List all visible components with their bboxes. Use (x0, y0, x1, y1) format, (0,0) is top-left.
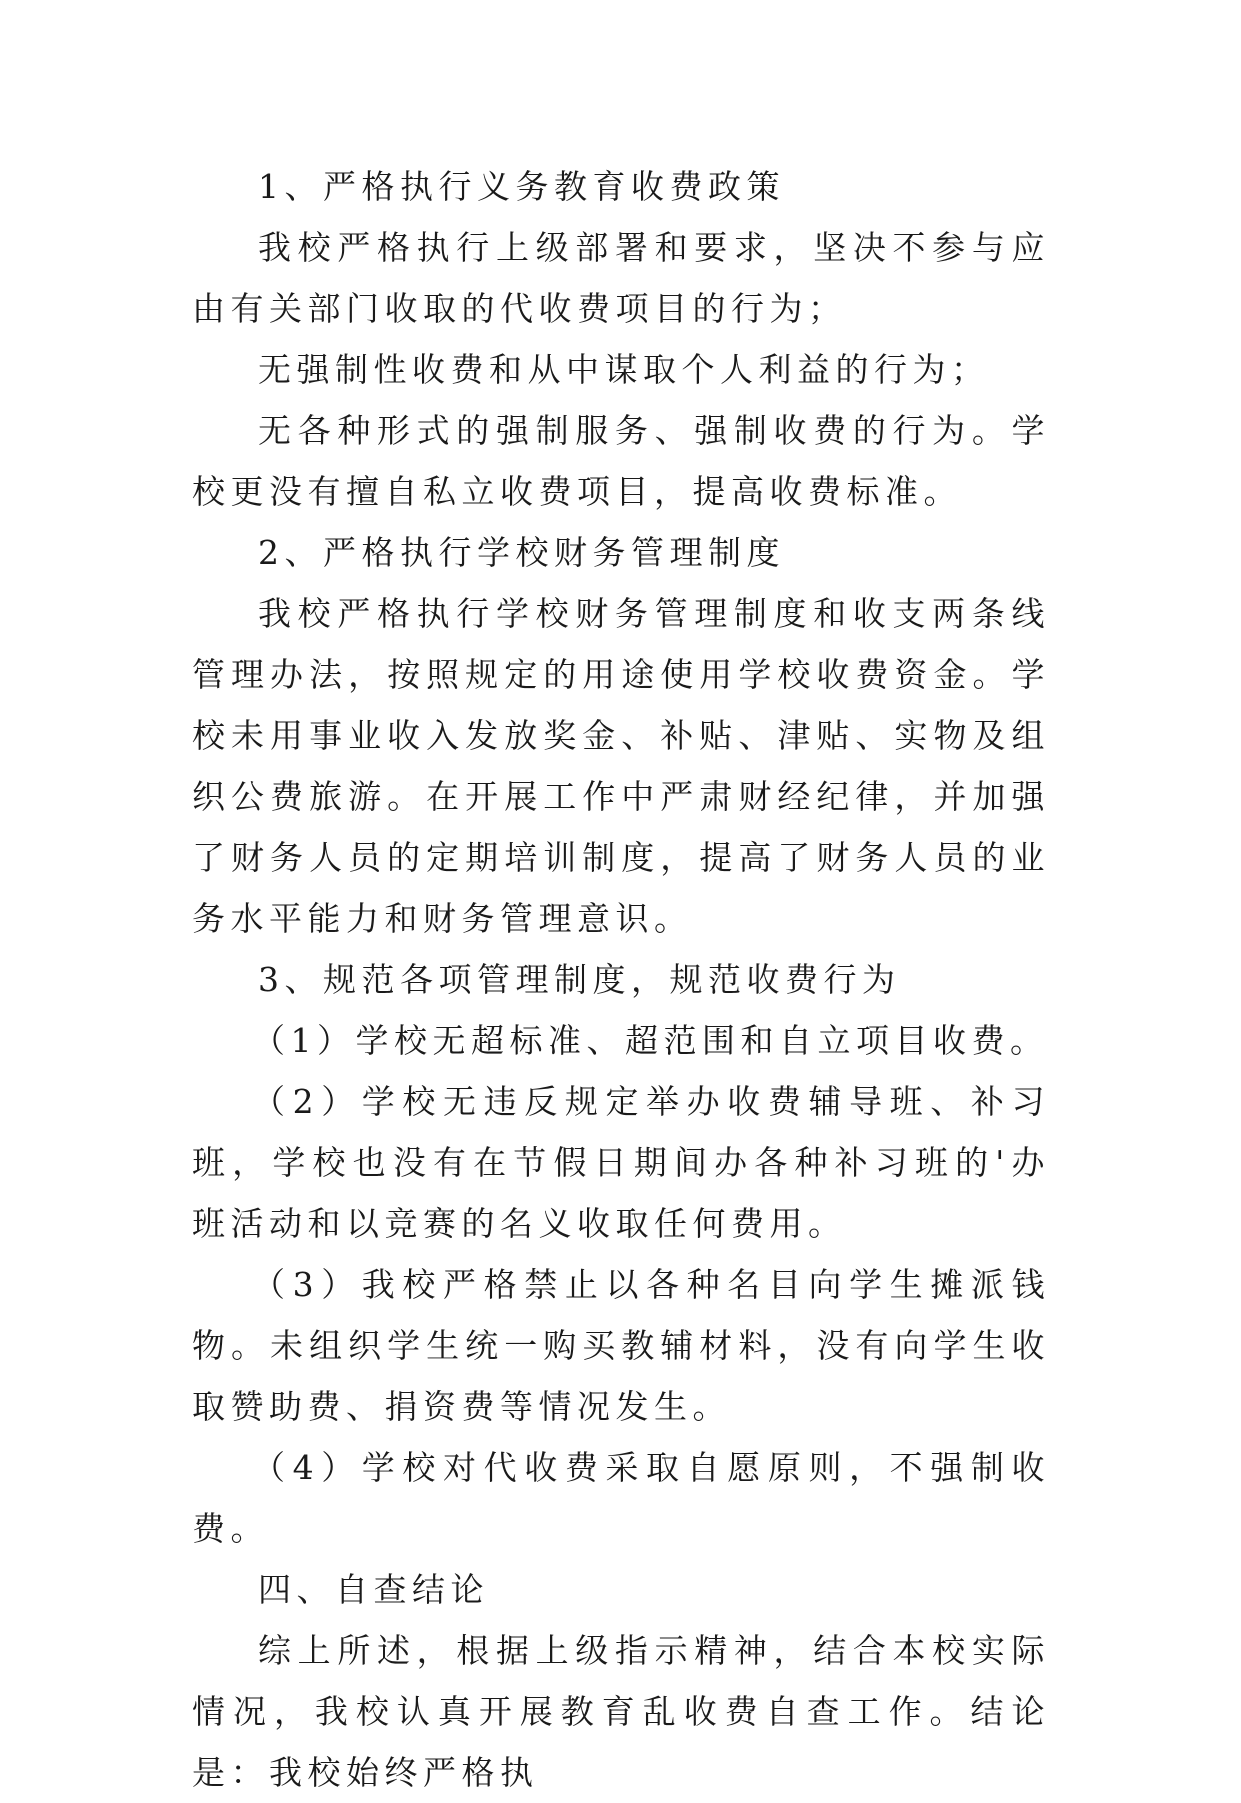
list-item: （2）学校无违反规定举办收费辅导班、补习班，学校也没有在节假日期间办各种补习班的'办班活动和以竞赛的名义收取任何费用。 (192, 1082, 1050, 1243)
section-heading-2: 2、严格执行学校财务管理制度 (258, 533, 785, 572)
paragraph: 无强制性收费和从中谋取个人利益的行为； (258, 350, 990, 389)
paragraph: 无各种形式的强制服务、强制收费的行为。学校更没有擅自私立收费项目，提高收费标准。 (192, 411, 1050, 511)
list-item: （1）学校无超标准、超范围和自立项目收费。 (252, 1021, 1049, 1060)
section-heading-1: 1、严格执行义务教育收费政策 (258, 167, 785, 206)
document-page (192, 156, 1050, 1803)
paragraph: 综上所述，根据上级指示精神，结合本校实际情况，我校认真开展教育乱收费自查工作。结论是：我校始终严格执 (192, 1631, 1050, 1792)
section-heading-3: 3、规范各项管理制度，规范收费行为 (258, 960, 901, 999)
paragraph: 我校严格执行上级部署和要求，坚决不参与应由有关部门收取的代收费项目的行为； (192, 228, 1050, 328)
list-item: （4）学校对代收费采取自愿原则，不强制收费。 (192, 1448, 1050, 1548)
list-item: （3）我校严格禁止以各种名目向学生摊派钱物。未组织学生统一购买教辅材料，没有向学生收取赞助费、捐资费等情况发生。 (192, 1265, 1050, 1426)
section-heading-4: 四、自查结论 (258, 1570, 489, 1609)
paragraph: 我校严格执行学校财务管理制度和收支两条线管理办法，按照规定的用途使用学校收费资金。学校未用事业收入发放奖金、补贴、津贴、实物及组织公费旅游。在开展工作中严肃财经纪律，并加强了财务人员的定期培训制度，提高了财务人员的业务水平能力和财务管理意识。 (192, 594, 1050, 938)
